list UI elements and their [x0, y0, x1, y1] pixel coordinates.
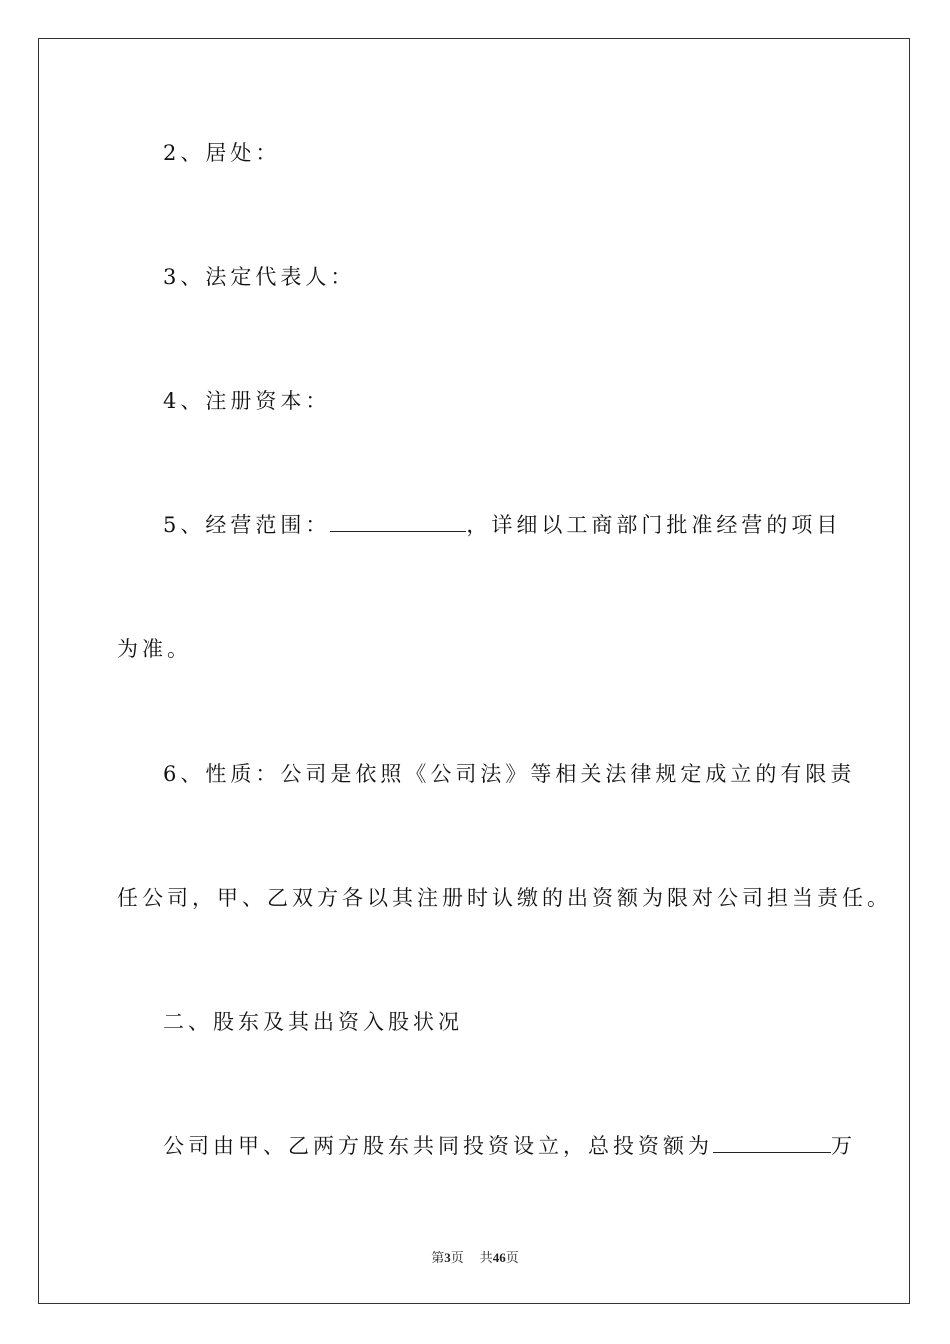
page-footer [0, 1247, 950, 1266]
item-registered-capital: 4、注册资本： [163, 389, 331, 413]
page-prefix: 第 [431, 1250, 445, 1265]
business-scope-label: 5、经营范围： [163, 513, 331, 537]
item-legal-representative: 3、法定代表人： [163, 265, 356, 289]
item-nature-continuation: 任公司，甲、乙双方各以其注册时认缴的出资额为限对公司担当责任。 [117, 886, 892, 910]
total-page-number: 46 [492, 1250, 506, 1265]
investment-text: 公司由甲、乙两方股东共同投资设立，总投资额为 [163, 1134, 713, 1158]
section-heading-shareholders: 二、股东及其出资入股状况 [163, 1010, 463, 1034]
page-frame [38, 38, 910, 1304]
total-suffix: 页 [505, 1250, 519, 1265]
business-scope-continuation: 为准。 [117, 637, 192, 661]
item-business-scope [163, 511, 841, 539]
investment-paragraph [163, 1132, 856, 1160]
investment-unit: 万 [831, 1134, 856, 1158]
business-scope-text: ，详细以工商部门批准经营的项目 [466, 513, 842, 537]
item-nature: 6、性质：公司是依照《公司法》等相关法律规定成立的有限责 [163, 762, 856, 786]
page-suffix: 页 [450, 1250, 464, 1265]
item-residence: 2、居处： [163, 141, 281, 165]
total-prefix: 共 [479, 1250, 493, 1265]
investment-amount-blank [713, 1132, 831, 1153]
current-page-number: 3 [444, 1250, 451, 1265]
business-scope-blank [330, 511, 466, 532]
